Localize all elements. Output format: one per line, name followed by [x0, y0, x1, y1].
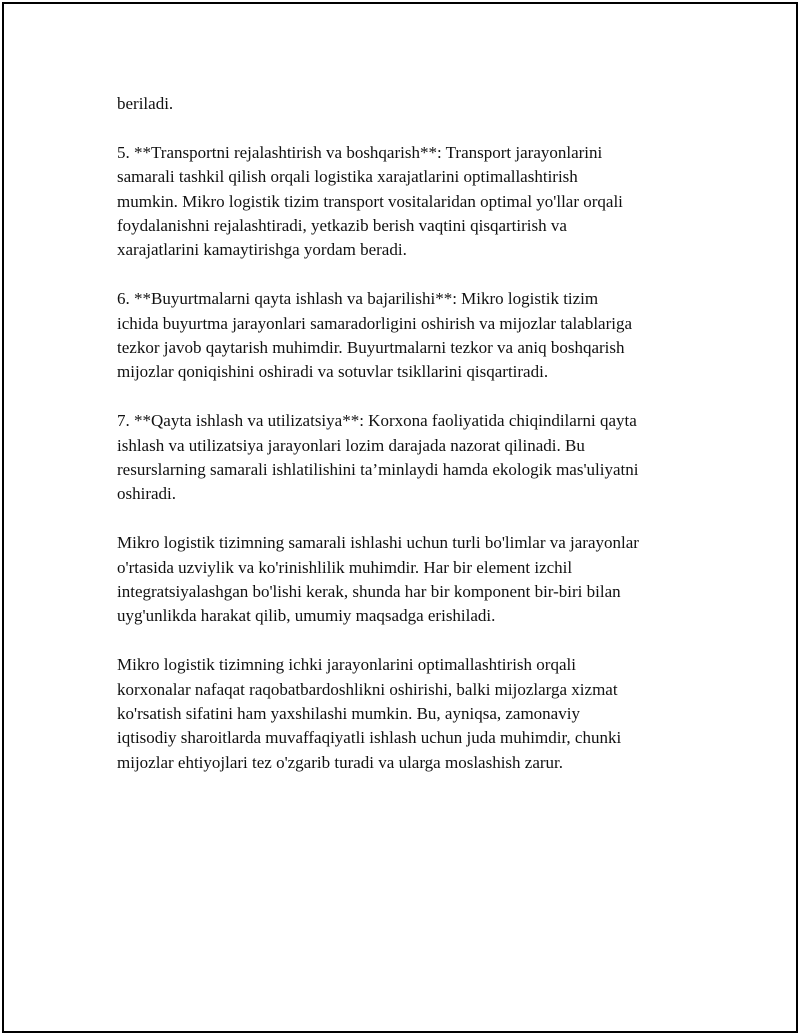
paragraph-integration: Mikro logistik tizimning samarali ishlashi uchun turli bo'limlar va jarayonlar o'rtasida uzviylik va ko'rinishlilik muhimdir. Har bir element izchil integratsiyalashgan bo'lishi kerak, shunda har bir komponent bir-biri bilan uyg'unlikda harakat qilib, umumiy maqsadga erishiladi. [117, 533, 639, 626]
paragraph-conclusion: Mikro logistik tizimning ichki jarayonlarini optimallashtirish orqali korxonalar nafaqat raqobatbardoshlikni oshirishi, balki mijozlarga xizmat ko'rsatish sifatini ham yaxshilashi mumkin. Bu, ayniqsa, zamonaviy iqtisodiy sharoitlarda muvaffaqiyatli ishlash uchun juda muhimdir, chunki mijozlar ehtiyojlari tez o'zgarib turadi va ularga moslashish zarur. [117, 655, 622, 772]
paragraph-item-6-orders: 6. **Buyurtmalarni qayta ishlash va bajarilishi**: Mikro logistik tizim ichida buyurtma jarayonlari samaradorligini oshirish va mijozlar talablariga tezkor javob qaytarish muhimdir. Buyurtmalarni tezkor va aniq boshqarish mijozlar qoniqishini oshiradi va sotuvlar tsikllarini qisqartiradi. [117, 289, 633, 382]
document-body [117, 92, 697, 800]
paragraph-item-5-transport: 5. **Transportni rejalashtirish va boshqarish**: Transport jarayonlarini samarali tashkil qilish orqali logistika xarajatlarini optimallashtirish mumkin. Mikro logistik tizim transport vositalaridan optimal yo'llar orqali foydalanishni rejalashtiradi, yetkazib berish vaqtini qisqartirish va xarajatlarini kamaytirishga yordam beradi. [117, 142, 623, 260]
paragraph-continuation: beriladi. [117, 94, 174, 113]
paragraph-item-7-recycling: 7. **Qayta ishlash va utilizatsiya**: Korxona faoliyatida chiqindilarni qayta ishlash va utilizatsiya jarayonlari lozim darajada nazorat qilinadi. Bu resurslarning samarali ishlatilishini ta’minlaydi hamda ekologik mas'uliyatni oshiradi. [117, 411, 639, 504]
